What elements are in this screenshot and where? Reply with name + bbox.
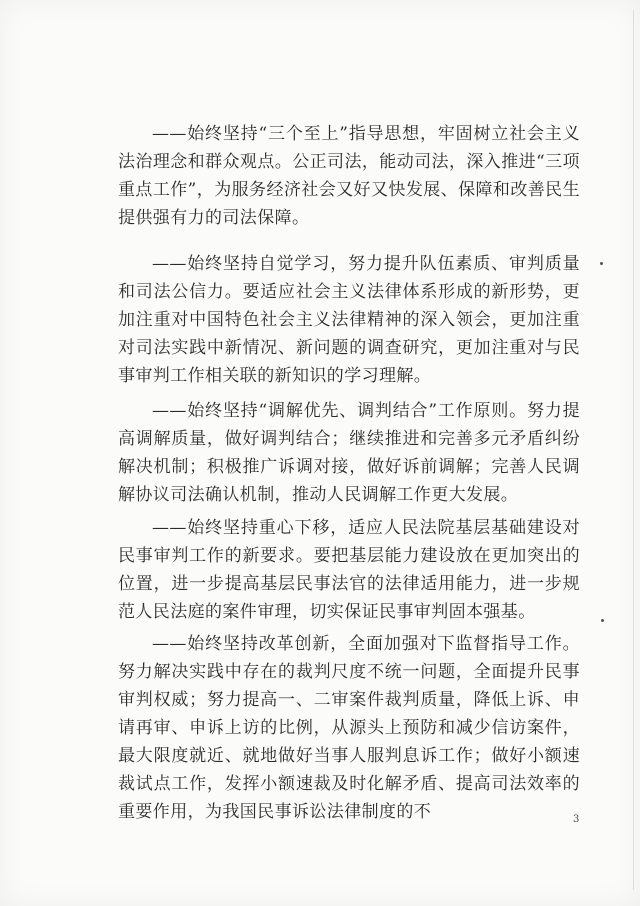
paragraph-1: ——始终坚持“三个至上”指导思想，牢固树立社会主义法治理念和群众观点。公正司法，能动司法，深入推进“三项重点工作”，为服务经济社会又好又快发展、保障和改善民生提供强有力的司法保障。 — [118, 124, 580, 228]
page-edge — [633, 10, 634, 890]
paragraph-3: ——始终坚持“调解优先、调判结合”工作原则。努力提高调解质量，做好调判结合；继续推进和完善多元矛盾纠纷解决机制；积极推广诉调对接，做好诉前调解；完善人民调解协议司法确认机制，推动人民调解工作更大发展。 — [118, 401, 580, 505]
paragraph-2: ——始终坚持自觉学习，努力提升队伍素质、审判质量和司法公信力。要适应社会主义法律体系形成的新形势，更加注重对中国特色社会主义法律精神的深入领会，更加注重对司法实践中新情况、新问题的调查研究，更加注重对与民事审判工作相关联的新知识的学习理解。 — [118, 254, 580, 386]
paragraph-5: ——始终坚持改革创新，全面加强对下监督指导工作。努力解决实践中存在的裁判尺度不统一问题，全面提升民事审判权威；努力提高一、二审案件裁判质量，降低上诉、申请再审、申诉上访的比例，从源头上预防和减少信访案件，最大限度就近、就地做好当事人服判息诉工作；做好小额速裁试点工作，发挥小额速裁及时化解矛盾、提高司法效率的重要作用，为我国民事诉讼法律制度的不 — [118, 634, 580, 822]
scan-speck — [600, 262, 603, 265]
paragraph-4: ——始终坚持重心下移，适应人民法院基层基础建设对民事审判工作的新要求。要把基层能力建设放在更加突出的位置，进一步提高基层民事法官的法律适用能力，进一步规范人民法庭的案件审理，切实保证民事审判固本强基。 — [118, 518, 580, 622]
page-number: 3 — [573, 814, 580, 825]
scan-speck — [601, 619, 604, 622]
